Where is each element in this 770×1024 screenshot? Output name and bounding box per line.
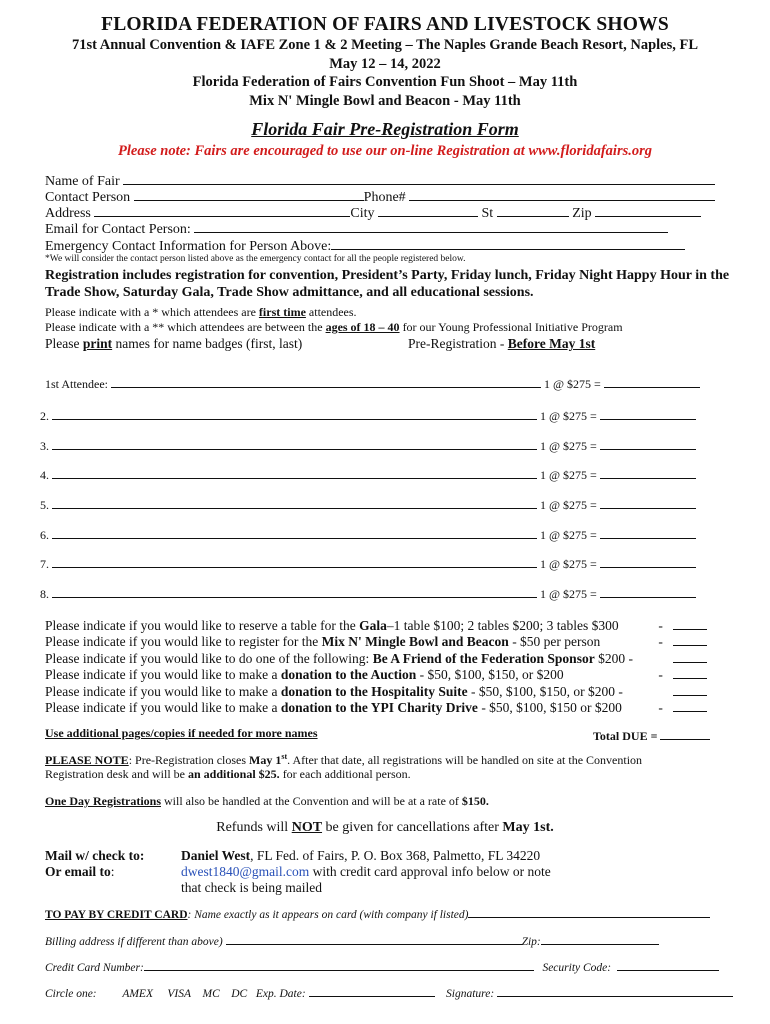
attendee-row <box>40 439 696 454</box>
attendee-name-field[interactable] <box>52 439 537 450</box>
attendee-price: 1 @ $275 = <box>540 557 597 571</box>
emergency-field[interactable] <box>331 237 685 250</box>
total-due: Total DUE = <box>593 729 710 744</box>
ypi-donation-option: Please indicate if you would like to make a donation to the YPI Charity Drive - $50, $100, $150 or $200 - <box>45 700 715 716</box>
attendee-label: 4. <box>40 468 49 482</box>
attendee-name-field[interactable] <box>52 587 537 598</box>
billing-address-row: Billing address if different than above) Zip: <box>45 934 659 948</box>
signature-field[interactable] <box>497 986 733 997</box>
attendee-amount-field[interactable] <box>600 557 696 568</box>
attendee-amount-field[interactable] <box>600 587 696 598</box>
attendee-label: 8. <box>40 587 49 601</box>
state-field[interactable] <box>497 204 569 217</box>
name-of-fair-field[interactable] <box>123 172 715 185</box>
additional-pages-note: Use additional pages/copies if needed for more names <box>45 726 318 740</box>
attendee-amount-field[interactable] <box>600 439 696 450</box>
zip-label: Zip <box>572 206 592 221</box>
attendee-name-field[interactable] <box>52 557 537 568</box>
mc-option[interactable]: MC <box>202 988 220 1000</box>
name-of-fair-label: Name of Fair <box>45 174 120 189</box>
please-note-line1: PLEASE NOTE: Pre-Registration closes May 1st. After that date, all registrations will be handled on site at the Convention <box>45 752 643 767</box>
attendee-name-field[interactable] <box>52 468 537 479</box>
mix-mingle-amount-field[interactable] <box>673 635 707 646</box>
exp-date-field[interactable] <box>309 986 435 997</box>
credit-card-name-row: TO PAY BY CREDIT CARD: Name exactly as it appears on card (with company if listed) <box>45 907 710 921</box>
emergency-label: Emergency Contact Information for Person Above: <box>45 239 332 254</box>
dc-option[interactable]: DC <box>231 988 248 1000</box>
mail-address: Daniel West, FL Fed. of Fairs, P. O. Box 368, Palmetto, FL 34220 <box>181 848 541 863</box>
mix-mingle-line: Mix N' Mingle Bowl and Beacon - May 11th <box>249 93 521 109</box>
attendee-row <box>40 468 696 483</box>
attendee-row <box>40 557 696 572</box>
registration-includes: Registration includes registration for convention, President’s Party, Friday lunch, Friday Night Happy Hour in the Trade Show, Saturday Gala, Trade Show admittance, and all educational sessions. <box>45 268 730 300</box>
mail-check-label: Mail w/ check to: <box>45 848 145 863</box>
visa-option[interactable]: VISA <box>167 988 191 1000</box>
gala-amount-field[interactable] <box>673 619 707 630</box>
fun-shoot-line: Florida Federation of Fairs Convention Fun Shoot – May 11th <box>192 74 578 90</box>
address-field[interactable] <box>94 204 350 217</box>
attendee-price: 1 @ $275 = <box>540 587 597 601</box>
first-time-instruction: Please indicate with a * which attendees are first time attendees. <box>45 305 357 319</box>
attendee-label: 2. <box>40 409 49 423</box>
attendee-row <box>45 377 700 392</box>
card-number-row: Credit Card Number: Security Code: <box>45 960 719 974</box>
email-to-label: Or email to: <box>45 864 115 879</box>
sponsor-option: Please indicate if you would like to do one of the following: Be A Friend of the Federation Sponsor $200 - <box>45 651 715 667</box>
pre-registration-deadline: Pre-Registration - Before May 1st <box>408 336 596 351</box>
attendee-name-field[interactable] <box>52 528 537 539</box>
ypi-instruction: Please indicate with a ** which attendees are between the ages of 18 – 40 for our Young Professional Initiative Program <box>45 320 623 334</box>
attendee-price: 1 @ $275 = <box>540 468 597 482</box>
attendee-amount-field[interactable] <box>604 377 700 388</box>
amex-option[interactable]: AMEX <box>122 988 153 1000</box>
attendee-label: 3. <box>40 439 49 453</box>
city-label: City <box>350 206 375 221</box>
gala-table-option: Please indicate if you would like to reserve a table for the Gala–1 table $100; 2 tables $200; 3 tables $300 - <box>45 618 715 634</box>
refund-policy: Refunds will NOT be given for cancellations after May 1st. <box>216 820 554 835</box>
attendee-row <box>40 528 696 543</box>
attendee-name-field[interactable] <box>52 409 537 420</box>
convention-line: 71st Annual Convention & IAFE Zone 1 & 2 Meeting – The Naples Grande Beach Resort, Naples, FL <box>71 37 699 53</box>
billing-address-field[interactable] <box>226 934 522 945</box>
attendee-name-field[interactable] <box>52 498 537 509</box>
hospitality-amount-field[interactable] <box>673 685 707 696</box>
attendee-name-field[interactable] <box>111 377 541 388</box>
attendee-price: 1 @ $275 = <box>540 439 597 453</box>
auction-amount-field[interactable] <box>673 668 707 679</box>
attendee-label: 7. <box>40 557 49 571</box>
attendee-label: 6. <box>40 528 49 542</box>
card-name-field[interactable] <box>468 907 710 918</box>
billing-zip-field[interactable] <box>541 934 659 945</box>
online-registration-note: Please note: Fairs are encouraged to use our on-line Registration at www.floridafairs.org <box>118 143 652 159</box>
address-label: Address <box>45 206 91 221</box>
attendee-row <box>40 498 696 513</box>
security-code-field[interactable] <box>617 960 719 971</box>
emergency-note: *We will consider the contact person listed above as the emergency contact for all the people registered below. <box>45 254 466 264</box>
state-label: St <box>481 206 494 221</box>
emergency-row <box>45 237 685 255</box>
total-due-field[interactable] <box>660 729 710 740</box>
phone-label: Phone# <box>363 190 406 205</box>
attendee-price: 1 @ $275 = <box>540 528 597 542</box>
attendee-amount-field[interactable] <box>600 498 696 509</box>
mail-email-line: dwest1840@gmail.com with credit card approval info below or note <box>181 864 551 879</box>
attendee-amount-field[interactable] <box>600 468 696 479</box>
attendee-row <box>40 587 696 602</box>
attendee-amount-field[interactable] <box>600 528 696 539</box>
email-row <box>45 220 668 238</box>
please-note-line2: Registration desk and will be an additional $25. for each additional person. <box>45 767 411 781</box>
phone-field[interactable] <box>409 188 715 201</box>
one-day-registrations: One Day Registrations will also be handled at the Convention and will be at a rate of $150. <box>45 794 489 808</box>
ypi-amount-field[interactable] <box>673 701 707 712</box>
attendee-label: 5. <box>40 498 49 512</box>
contact-person-label: Contact Person <box>45 190 131 205</box>
attendee-price: 1 @ $275 = <box>540 498 597 512</box>
mail-check-note: that check is being mailed <box>181 880 322 895</box>
hospitality-donation-option: Please indicate if you would like to make a donation to the Hospitality Suite - $50, $100, $150, or $200 - <box>45 684 715 700</box>
card-type-row: Circle one: AMEX VISA MC DC Exp. Date: Signature: <box>45 986 733 1000</box>
document-title: FLORIDA FEDERATION OF FAIRS AND LIVESTOCK SHOWS <box>101 14 669 35</box>
email-label: Email for Contact Person: <box>45 222 191 237</box>
attendee-price: 1 @ $275 = <box>540 409 597 423</box>
city-field[interactable] <box>378 204 478 217</box>
sponsor-amount-field[interactable] <box>673 652 707 663</box>
dates-line: May 12 – 14, 2022 <box>329 56 441 72</box>
auction-donation-option: Please indicate if you would like to make a donation to the Auction - $50, $100, $150, or $200 - <box>45 667 715 683</box>
attendee-label: 1st Attendee: <box>45 377 108 391</box>
print-names-instruction: Please print names for name badges (first, last) <box>45 336 303 351</box>
form-title: Florida Fair Pre-Registration Form <box>251 119 519 139</box>
attendee-row <box>40 409 696 424</box>
card-number-field[interactable] <box>144 960 534 971</box>
attendee-price: 1 @ $275 = <box>544 377 601 391</box>
attendee-amount-field[interactable] <box>600 409 696 420</box>
contact-person-field[interactable] <box>134 188 364 201</box>
email-link[interactable]: dwest1840@gmail.com <box>181 864 310 879</box>
mix-mingle-option: Please indicate if you would like to register for the Mix N' Mingle Bowl and Beacon - $50 per person - <box>45 634 715 650</box>
zip-field[interactable] <box>595 204 701 217</box>
email-field[interactable] <box>194 220 668 233</box>
